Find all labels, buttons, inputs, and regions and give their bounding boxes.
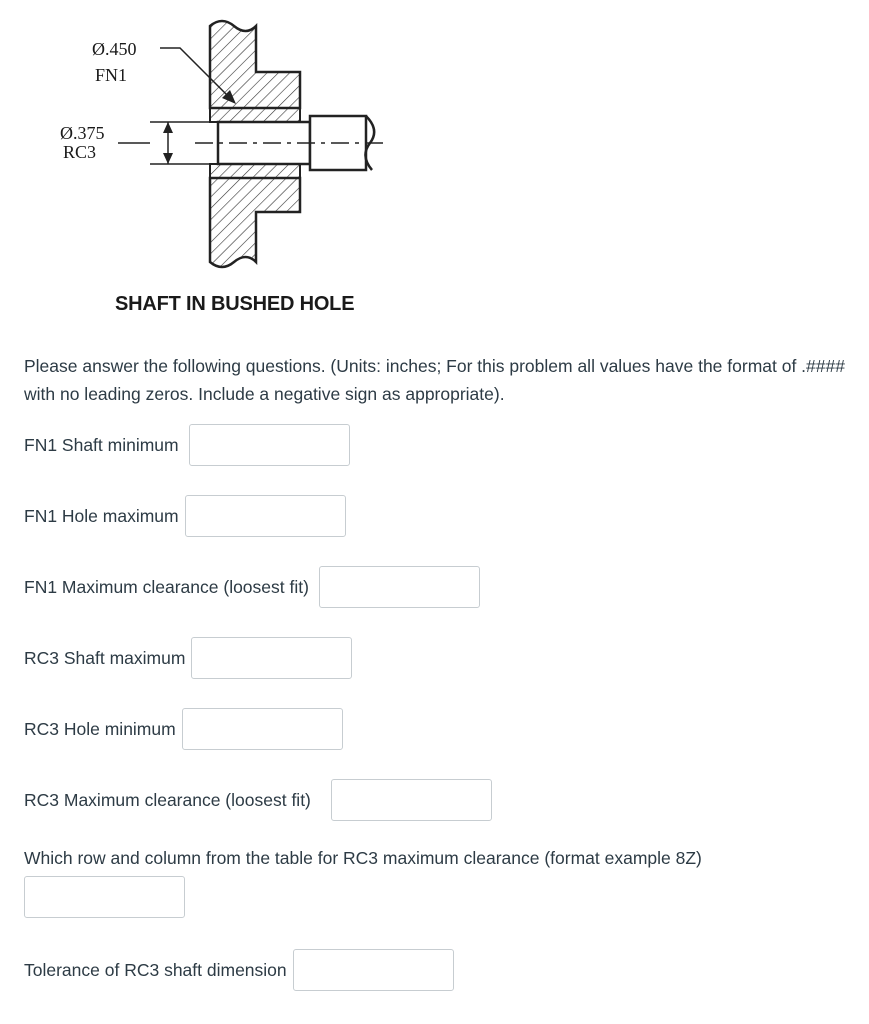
rc3-max-clearance-input[interactable]	[331, 779, 492, 821]
figure-caption: SHAFT IN BUSHED HOLE	[115, 293, 355, 315]
shaft-drawing	[0, 0, 420, 330]
fn1-max-clearance-input[interactable]	[319, 566, 480, 608]
question-label: Tolerance of RC3 shaft dimension	[24, 959, 287, 980]
housing-lower	[210, 178, 300, 267]
housing-upper	[210, 21, 300, 108]
question-label: FN1 Hole maximum	[24, 505, 179, 526]
instructions-text: Please answer the following questions. (Units: inches; For this problem all values have the format of .#### with no leading zeros. Include a negative sign as appropriate).	[24, 356, 845, 404]
rc3-table-row-column-input[interactable]	[24, 876, 185, 918]
bushing-lower	[210, 164, 300, 178]
question-label: RC3 Shaft maximum	[24, 647, 186, 668]
fn1-shaft-minimum-input[interactable]	[189, 424, 350, 466]
question-rc3-shaft-maximum	[24, 637, 352, 679]
question-rc3-hole-minimum	[24, 708, 343, 750]
fn1-diameter-label: Ø.450	[92, 39, 137, 59]
rc3-class-label: RC3	[63, 142, 97, 162]
rc3-shaft-maximum-input[interactable]	[191, 637, 352, 679]
question-rc3-shaft-tolerance	[24, 949, 454, 991]
bushing-upper	[210, 108, 300, 122]
question-label: RC3 Maximum clearance (loosest fit)	[24, 789, 311, 810]
fn1-hole-maximum-input[interactable]	[185, 495, 346, 537]
question-label: FN1 Maximum clearance (loosest fit)	[24, 576, 309, 597]
question-fn1-hole-maximum	[24, 495, 346, 537]
shaft-bushed-hole-figure	[0, 0, 420, 330]
question-label: FN1 Shaft minimum	[24, 434, 179, 455]
rc3-diameter-label: Ø.375	[60, 123, 105, 143]
question-rc3-max-clearance	[24, 779, 492, 821]
fn1-class-label: FN1	[95, 65, 128, 85]
question-fn1-max-clearance	[24, 566, 480, 608]
question-label: RC3 Hole minimum	[24, 718, 176, 739]
question-rc3-table-row-column-label: Which row and column from the table for RC3 maximum clearance (format example 8Z)	[24, 848, 702, 868]
rc3-shaft-tolerance-input[interactable]	[293, 949, 454, 991]
rc3-hole-minimum-input[interactable]	[182, 708, 343, 750]
question-fn1-shaft-minimum	[24, 424, 350, 466]
